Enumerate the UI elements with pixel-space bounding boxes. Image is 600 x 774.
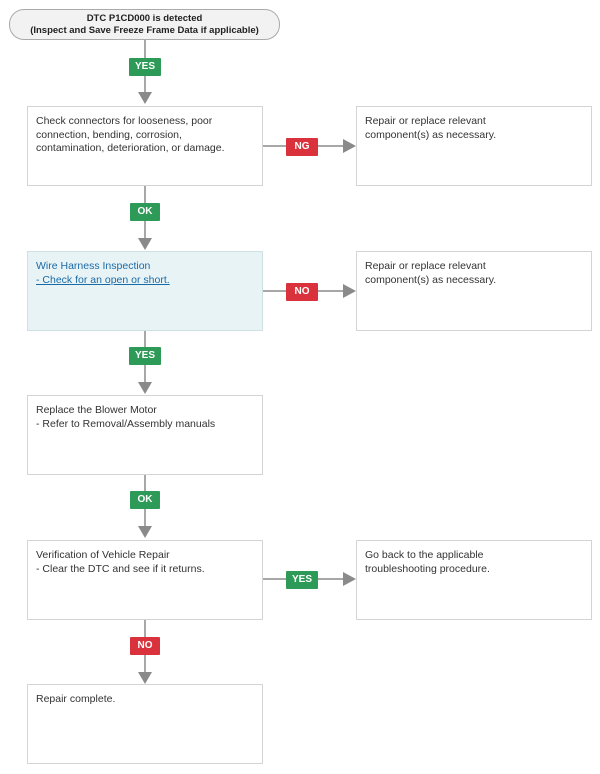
step-text: - Refer to Removal/Assembly manuals [36,417,216,430]
check-open-short-link[interactable]: - Check for an open or short. [36,273,170,286]
step-text: Repair or replace relevant [365,115,486,127]
arrow-right-icon [343,572,356,586]
ng-badge: NG [286,138,318,156]
step-text: component(s) as necessary. [365,273,497,286]
step-text: - Clear the DTC and see if it returns. [36,562,205,575]
step-check-connectors [27,106,263,186]
yes-badge: YES [129,347,161,365]
step-repair-complete [27,684,263,764]
arrow-down-icon [138,92,152,104]
yes-badge: YES [129,58,161,76]
step-go-back [356,540,592,620]
arrow-right-icon [343,139,356,153]
step-text: Check connectors for looseness, poor [36,115,213,127]
yes-badge: YES [286,571,318,589]
no-badge: NO [286,283,318,301]
arrow-down-icon [138,238,152,250]
arrow-down-icon [138,382,152,394]
step-replace-blower-motor [27,395,263,475]
step-text: Verification of Vehicle Repair [36,549,170,561]
step-title: Wire Harness Inspection [36,260,151,272]
step-text: connection, bending, corrosion, [36,128,182,141]
arrow-down-icon [138,526,152,538]
step-verification [27,540,263,620]
start-node-dtc-detected [9,9,280,40]
step-text: troubleshooting procedure. [365,562,490,575]
step-text: Replace the Blower Motor [36,404,157,416]
start-subtitle: (Inspect and Save Freeze Frame Data if applicable) [30,25,259,36]
step-repair-replace [356,251,592,331]
step-text: Repair or replace relevant [365,260,486,272]
ok-badge: OK [130,491,160,509]
ok-badge: OK [130,203,160,221]
step-text: Repair complete. [36,693,116,705]
step-text: Go back to the applicable [365,549,484,561]
arrow-right-icon [343,284,356,298]
no-badge: NO [130,637,160,655]
arrow-down-icon [138,672,152,684]
start-title: DTC P1CD000 is detected [86,13,203,24]
step-wire-harness-inspection [27,251,263,331]
step-repair-replace [356,106,592,186]
step-text: component(s) as necessary. [365,128,497,141]
step-text: contamination, deterioration, or damage. [36,142,225,154]
